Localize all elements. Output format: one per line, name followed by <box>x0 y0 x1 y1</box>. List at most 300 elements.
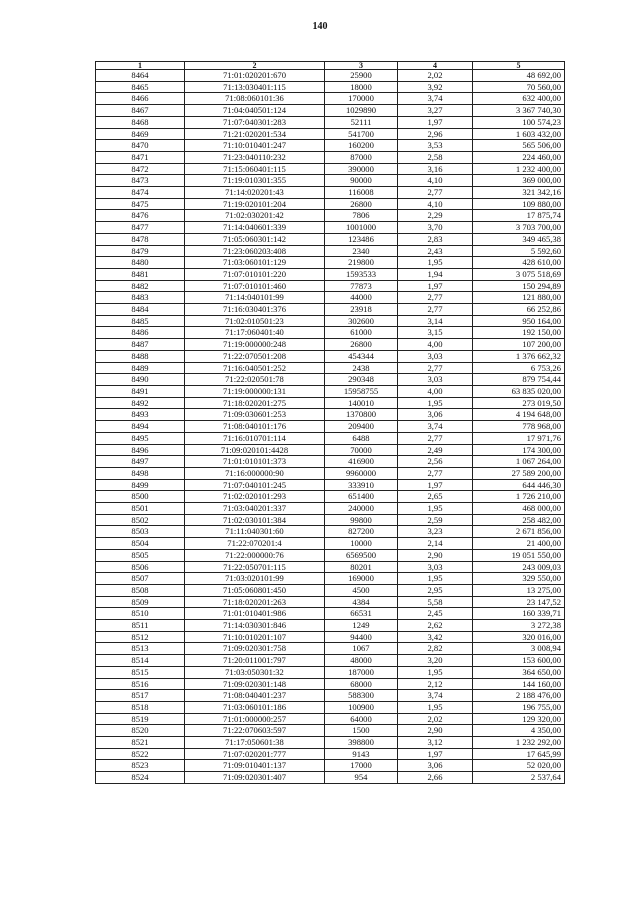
table-row <box>96 456 565 468</box>
value-cell: 150 294,89 <box>473 280 565 292</box>
area-cell: 416900 <box>325 456 398 468</box>
rate-cell: 3,14 <box>398 315 473 327</box>
table-row <box>96 479 565 491</box>
cadastral-number: 71:14:020201:43 <box>185 187 325 199</box>
cadastral-number: 71:22:000000:76 <box>185 549 325 561</box>
value-cell: 2 188 476,00 <box>473 690 565 702</box>
area-cell: 80201 <box>325 561 398 573</box>
cadastral-number: 71:08:040401:237 <box>185 690 325 702</box>
row-number: 8499 <box>96 479 185 491</box>
area-cell: 18000 <box>325 81 398 93</box>
value-cell: 3 008,94 <box>473 643 565 655</box>
table-row <box>96 116 565 128</box>
cadastral-number: 71:18:020201:275 <box>185 397 325 409</box>
value-cell: 121 880,00 <box>473 292 565 304</box>
area-cell: 99800 <box>325 514 398 526</box>
value-cell: 160 339,71 <box>473 608 565 620</box>
cadastral-number: 71:23:060203:408 <box>185 245 325 257</box>
table-row <box>96 713 565 725</box>
value-cell: 174 300,00 <box>473 444 565 456</box>
rate-cell: 3,20 <box>398 655 473 667</box>
column-header: 4 <box>398 62 473 70</box>
cadastral-number: 71:08:060101:36 <box>185 93 325 105</box>
value-cell: 27 589 200,00 <box>473 467 565 479</box>
rate-cell: 3,06 <box>398 409 473 421</box>
cadastral-number: 71:01:010401:986 <box>185 608 325 620</box>
cadastral-number: 71:22:070501:208 <box>185 350 325 362</box>
table-row <box>96 268 565 280</box>
value-cell: 70 560,00 <box>473 81 565 93</box>
cadastral-number: 71:19:000000:131 <box>185 385 325 397</box>
value-cell: 428 610,00 <box>473 257 565 269</box>
area-cell: 94400 <box>325 631 398 643</box>
value-cell: 48 692,00 <box>473 70 565 82</box>
row-number: 8467 <box>96 105 185 117</box>
row-number: 8511 <box>96 620 185 632</box>
rate-cell: 3,03 <box>398 350 473 362</box>
value-cell: 1 603 432,00 <box>473 128 565 140</box>
rate-cell: 3,03 <box>398 561 473 573</box>
row-number: 8519 <box>96 713 185 725</box>
row-number: 8485 <box>96 315 185 327</box>
rate-cell: 1,95 <box>398 573 473 585</box>
rate-cell: 2,56 <box>398 456 473 468</box>
cadastral-number: 71:17:050601:38 <box>185 737 325 749</box>
table-row <box>96 93 565 105</box>
value-cell: 4 194 648,00 <box>473 409 565 421</box>
value-cell: 6 753,26 <box>473 362 565 374</box>
table-row <box>96 187 565 199</box>
cadastral-number: 71:19:010301:355 <box>185 175 325 187</box>
rate-cell: 2,02 <box>398 70 473 82</box>
area-cell: 61000 <box>325 327 398 339</box>
area-cell: 64000 <box>325 713 398 725</box>
value-cell: 224 460,00 <box>473 151 565 163</box>
table-row <box>96 315 565 327</box>
value-cell: 329 550,00 <box>473 573 565 585</box>
cadastral-number: 71:23:040110:232 <box>185 151 325 163</box>
area-cell: 26800 <box>325 339 398 351</box>
rate-cell: 1,94 <box>398 268 473 280</box>
row-number: 8493 <box>96 409 185 421</box>
value-cell: 1 232 292,00 <box>473 737 565 749</box>
row-number: 8488 <box>96 350 185 362</box>
cadastral-number: 71:08:040101:176 <box>185 421 325 433</box>
rate-cell: 1,97 <box>398 479 473 491</box>
table-row <box>96 385 565 397</box>
rate-cell: 2,77 <box>398 467 473 479</box>
area-cell: 1067 <box>325 643 398 655</box>
table-row <box>96 198 565 210</box>
table-row <box>96 175 565 187</box>
value-cell: 468 000,00 <box>473 503 565 515</box>
table-row <box>96 549 565 561</box>
table-row <box>96 362 565 374</box>
table-row <box>96 140 565 152</box>
table-row <box>96 655 565 667</box>
area-cell: 68000 <box>325 678 398 690</box>
value-cell: 2 671 856,00 <box>473 526 565 538</box>
row-number: 8478 <box>96 233 185 245</box>
value-cell: 17 971,76 <box>473 432 565 444</box>
area-cell: 6569500 <box>325 549 398 561</box>
value-cell: 778 968,00 <box>473 421 565 433</box>
area-cell: 1029890 <box>325 105 398 117</box>
rate-cell: 1,97 <box>398 116 473 128</box>
rate-cell: 4,10 <box>398 175 473 187</box>
row-number: 8477 <box>96 222 185 234</box>
rate-cell: 3,74 <box>398 690 473 702</box>
value-cell: 273 019,50 <box>473 397 565 409</box>
rate-cell: 4,10 <box>398 198 473 210</box>
area-cell: 1593533 <box>325 268 398 280</box>
row-number: 8481 <box>96 268 185 280</box>
rate-cell: 3,42 <box>398 631 473 643</box>
area-cell: 2340 <box>325 245 398 257</box>
row-number: 8472 <box>96 163 185 175</box>
value-cell: 13 275,00 <box>473 584 565 596</box>
cadastral-number: 71:01:020201:670 <box>185 70 325 82</box>
value-cell: 4 350,00 <box>473 725 565 737</box>
row-number: 8466 <box>96 93 185 105</box>
rate-cell: 2,95 <box>398 584 473 596</box>
cadastral-number: 71:03:050301:32 <box>185 666 325 678</box>
rate-cell: 2,49 <box>398 444 473 456</box>
row-number: 8496 <box>96 444 185 456</box>
value-cell: 144 160,00 <box>473 678 565 690</box>
table-row <box>96 409 565 421</box>
table-row <box>96 526 565 538</box>
table-row <box>96 128 565 140</box>
value-cell: 320 016,00 <box>473 631 565 643</box>
area-cell: 116008 <box>325 187 398 199</box>
value-cell: 23 147,52 <box>473 596 565 608</box>
area-cell: 209400 <box>325 421 398 433</box>
row-number: 8491 <box>96 385 185 397</box>
value-cell: 565 506,00 <box>473 140 565 152</box>
area-cell: 52111 <box>325 116 398 128</box>
rate-cell: 1,95 <box>398 666 473 678</box>
area-cell: 827200 <box>325 526 398 538</box>
row-number: 8516 <box>96 678 185 690</box>
row-number: 8524 <box>96 772 185 784</box>
value-cell: 2 537,64 <box>473 772 565 784</box>
rate-cell: 2,90 <box>398 725 473 737</box>
area-cell: 333910 <box>325 479 398 491</box>
area-cell: 66531 <box>325 608 398 620</box>
table-row <box>96 233 565 245</box>
rate-cell: 3,23 <box>398 526 473 538</box>
row-number: 8498 <box>96 467 185 479</box>
row-number: 8505 <box>96 549 185 561</box>
table-row <box>96 105 565 117</box>
cadastral-number: 71:07:040301:283 <box>185 116 325 128</box>
value-cell: 3 075 518,69 <box>473 268 565 280</box>
value-cell: 258 482,00 <box>473 514 565 526</box>
value-cell: 19 051 550,00 <box>473 549 565 561</box>
area-cell: 25900 <box>325 70 398 82</box>
cadastral-number: 71:18:020201:263 <box>185 596 325 608</box>
value-cell: 21 400,00 <box>473 538 565 550</box>
area-cell: 4500 <box>325 584 398 596</box>
cadastral-number: 71:22:020501:78 <box>185 374 325 386</box>
rate-cell: 2,77 <box>398 362 473 374</box>
cadastral-number: 71:09:020101:4428 <box>185 444 325 456</box>
registry-table <box>95 61 565 784</box>
value-cell: 107 200,00 <box>473 339 565 351</box>
cadastral-number: 71:16:040501:252 <box>185 362 325 374</box>
cadastral-number: 71:02:020101:293 <box>185 491 325 503</box>
cadastral-number: 71:07:020201:777 <box>185 748 325 760</box>
rate-cell: 3,27 <box>398 105 473 117</box>
cadastral-number: 71:22:070201:4 <box>185 538 325 550</box>
table-row <box>96 491 565 503</box>
row-number: 8523 <box>96 760 185 772</box>
cadastral-number: 71:11:040301:60 <box>185 526 325 538</box>
row-number: 8490 <box>96 374 185 386</box>
rate-cell: 2,62 <box>398 620 473 632</box>
area-cell: 87000 <box>325 151 398 163</box>
area-cell: 219800 <box>325 257 398 269</box>
value-cell: 879 754,44 <box>473 374 565 386</box>
rate-cell: 2,65 <box>398 491 473 503</box>
cadastral-number: 71:22:050701:115 <box>185 561 325 573</box>
table-row <box>96 163 565 175</box>
value-cell: 1 232 400,00 <box>473 163 565 175</box>
rate-cell: 2,77 <box>398 292 473 304</box>
cadastral-number: 71:17:060401:40 <box>185 327 325 339</box>
rate-cell: 2,45 <box>398 608 473 620</box>
rate-cell: 3,74 <box>398 421 473 433</box>
row-number: 8504 <box>96 538 185 550</box>
cadastral-number: 71:13:030401:115 <box>185 81 325 93</box>
value-cell: 196 755,00 <box>473 701 565 713</box>
area-cell: 23918 <box>325 304 398 316</box>
row-number: 8517 <box>96 690 185 702</box>
row-number: 8484 <box>96 304 185 316</box>
value-cell: 192 150,00 <box>473 327 565 339</box>
rate-cell: 3,16 <box>398 163 473 175</box>
area-cell: 187000 <box>325 666 398 678</box>
table-row <box>96 561 565 573</box>
cadastral-number: 71:07:040101:245 <box>185 479 325 491</box>
cadastral-number: 71:09:020301:758 <box>185 643 325 655</box>
table-row <box>96 304 565 316</box>
cadastral-number: 71:03:020101:99 <box>185 573 325 585</box>
rate-cell: 2,43 <box>398 245 473 257</box>
table-row <box>96 631 565 643</box>
rate-cell: 2,82 <box>398 643 473 655</box>
table-row <box>96 339 565 351</box>
area-cell: 48000 <box>325 655 398 667</box>
area-cell: 1370800 <box>325 409 398 421</box>
area-cell: 15958755 <box>325 385 398 397</box>
area-cell: 123486 <box>325 233 398 245</box>
table-row <box>96 467 565 479</box>
table-row <box>96 573 565 585</box>
cadastral-number: 71:01:010101:373 <box>185 456 325 468</box>
area-cell: 77873 <box>325 280 398 292</box>
rate-cell: 2,58 <box>398 151 473 163</box>
cadastral-number: 71:07:010101:460 <box>185 280 325 292</box>
rate-cell: 2,12 <box>398 678 473 690</box>
table-row <box>96 690 565 702</box>
value-cell: 349 465,38 <box>473 233 565 245</box>
rate-cell: 3,15 <box>398 327 473 339</box>
value-cell: 364 650,00 <box>473 666 565 678</box>
row-number: 8510 <box>96 608 185 620</box>
area-cell: 6488 <box>325 432 398 444</box>
rate-cell: 1,95 <box>398 257 473 269</box>
cadastral-number: 71:14:030301:846 <box>185 620 325 632</box>
row-number: 8487 <box>96 339 185 351</box>
rate-cell: 3,53 <box>398 140 473 152</box>
value-cell: 5 592,60 <box>473 245 565 257</box>
rate-cell: 1,95 <box>398 397 473 409</box>
rate-cell: 5,58 <box>398 596 473 608</box>
row-number: 8479 <box>96 245 185 257</box>
cadastral-number: 71:03:060101:186 <box>185 701 325 713</box>
row-number: 8512 <box>96 631 185 643</box>
table-row <box>96 584 565 596</box>
table-row <box>96 432 565 444</box>
value-cell: 129 320,00 <box>473 713 565 725</box>
area-cell: 100900 <box>325 701 398 713</box>
value-cell: 3 703 700,00 <box>473 222 565 234</box>
cadastral-number: 71:02:030101:384 <box>185 514 325 526</box>
area-cell: 70000 <box>325 444 398 456</box>
area-cell: 90000 <box>325 175 398 187</box>
value-cell: 632 400,00 <box>473 93 565 105</box>
row-number: 8482 <box>96 280 185 292</box>
cadastral-number: 71:09:030601:253 <box>185 409 325 421</box>
row-number: 8492 <box>96 397 185 409</box>
rate-cell: 2,29 <box>398 210 473 222</box>
cadastral-number: 71:10:010401:247 <box>185 140 325 152</box>
row-number: 8489 <box>96 362 185 374</box>
rate-cell: 3,06 <box>398 760 473 772</box>
cadastral-number: 71:04:040501:124 <box>185 105 325 117</box>
table-row <box>96 397 565 409</box>
area-cell: 954 <box>325 772 398 784</box>
value-cell: 17 875,74 <box>473 210 565 222</box>
row-number: 8501 <box>96 503 185 515</box>
row-number: 8515 <box>96 666 185 678</box>
table-row <box>96 701 565 713</box>
row-number: 8464 <box>96 70 185 82</box>
value-cell: 1 726 210,00 <box>473 491 565 503</box>
table-row <box>96 421 565 433</box>
column-header: 1 <box>96 62 185 70</box>
row-number: 8468 <box>96 116 185 128</box>
cadastral-number: 71:03:060101:129 <box>185 257 325 269</box>
table-row <box>96 374 565 386</box>
area-cell: 2438 <box>325 362 398 374</box>
table-row <box>96 643 565 655</box>
cadastral-number: 71:10:010201:107 <box>185 631 325 643</box>
area-cell: 9960000 <box>325 467 398 479</box>
value-cell: 950 164,00 <box>473 315 565 327</box>
area-cell: 398800 <box>325 737 398 749</box>
row-number: 8513 <box>96 643 185 655</box>
value-cell: 321 342,16 <box>473 187 565 199</box>
area-cell: 1001000 <box>325 222 398 234</box>
row-number: 8518 <box>96 701 185 713</box>
rate-cell: 3,74 <box>398 93 473 105</box>
cadastral-number: 71:14:040601:339 <box>185 222 325 234</box>
row-number: 8473 <box>96 175 185 187</box>
area-cell: 1500 <box>325 725 398 737</box>
row-number: 8494 <box>96 421 185 433</box>
table-row <box>96 772 565 784</box>
rate-cell: 2,77 <box>398 304 473 316</box>
cadastral-number: 71:09:020301:407 <box>185 772 325 784</box>
rate-cell: 2,96 <box>398 128 473 140</box>
row-number: 8521 <box>96 737 185 749</box>
area-cell: 302600 <box>325 315 398 327</box>
cadastral-number: 71:16:000000:90 <box>185 467 325 479</box>
row-number: 8470 <box>96 140 185 152</box>
cadastral-number: 71:09:010401:137 <box>185 760 325 772</box>
table-row <box>96 292 565 304</box>
area-cell: 9143 <box>325 748 398 760</box>
table-row <box>96 538 565 550</box>
row-number: 8522 <box>96 748 185 760</box>
table-row <box>96 737 565 749</box>
value-cell: 17 645,99 <box>473 748 565 760</box>
value-cell: 1 376 662,32 <box>473 350 565 362</box>
row-number: 8502 <box>96 514 185 526</box>
row-number: 8520 <box>96 725 185 737</box>
rate-cell: 2,83 <box>398 233 473 245</box>
row-number: 8514 <box>96 655 185 667</box>
value-cell: 3 272,38 <box>473 620 565 632</box>
area-cell: 44000 <box>325 292 398 304</box>
rate-cell: 3,92 <box>398 81 473 93</box>
cadastral-number: 71:21:020201:534 <box>185 128 325 140</box>
value-cell: 3 367 740,30 <box>473 105 565 117</box>
table-row <box>96 620 565 632</box>
table-row <box>96 222 565 234</box>
row-number: 8469 <box>96 128 185 140</box>
rate-cell: 2,59 <box>398 514 473 526</box>
value-cell: 52 020,00 <box>473 760 565 772</box>
value-cell: 109 880,00 <box>473 198 565 210</box>
rate-cell: 4,00 <box>398 339 473 351</box>
value-cell: 100 574,23 <box>473 116 565 128</box>
row-number: 8476 <box>96 210 185 222</box>
area-cell: 290348 <box>325 374 398 386</box>
row-number: 8465 <box>96 81 185 93</box>
value-cell: 369 000,00 <box>473 175 565 187</box>
cadastral-number: 71:02:030201:42 <box>185 210 325 222</box>
rate-cell: 3,70 <box>398 222 473 234</box>
rate-cell: 3,03 <box>398 374 473 386</box>
cadastral-number: 71:22:070603:597 <box>185 725 325 737</box>
row-number: 8506 <box>96 561 185 573</box>
cadastral-number: 71:14:040101:99 <box>185 292 325 304</box>
column-header: 5 <box>473 62 565 70</box>
row-number: 8486 <box>96 327 185 339</box>
table-row <box>96 151 565 163</box>
area-cell: 4384 <box>325 596 398 608</box>
rate-cell: 1,97 <box>398 748 473 760</box>
area-cell: 390000 <box>325 163 398 175</box>
table-row <box>96 596 565 608</box>
area-cell: 588300 <box>325 690 398 702</box>
table-row <box>96 70 565 82</box>
cadastral-number: 71:15:060401:115 <box>185 163 325 175</box>
